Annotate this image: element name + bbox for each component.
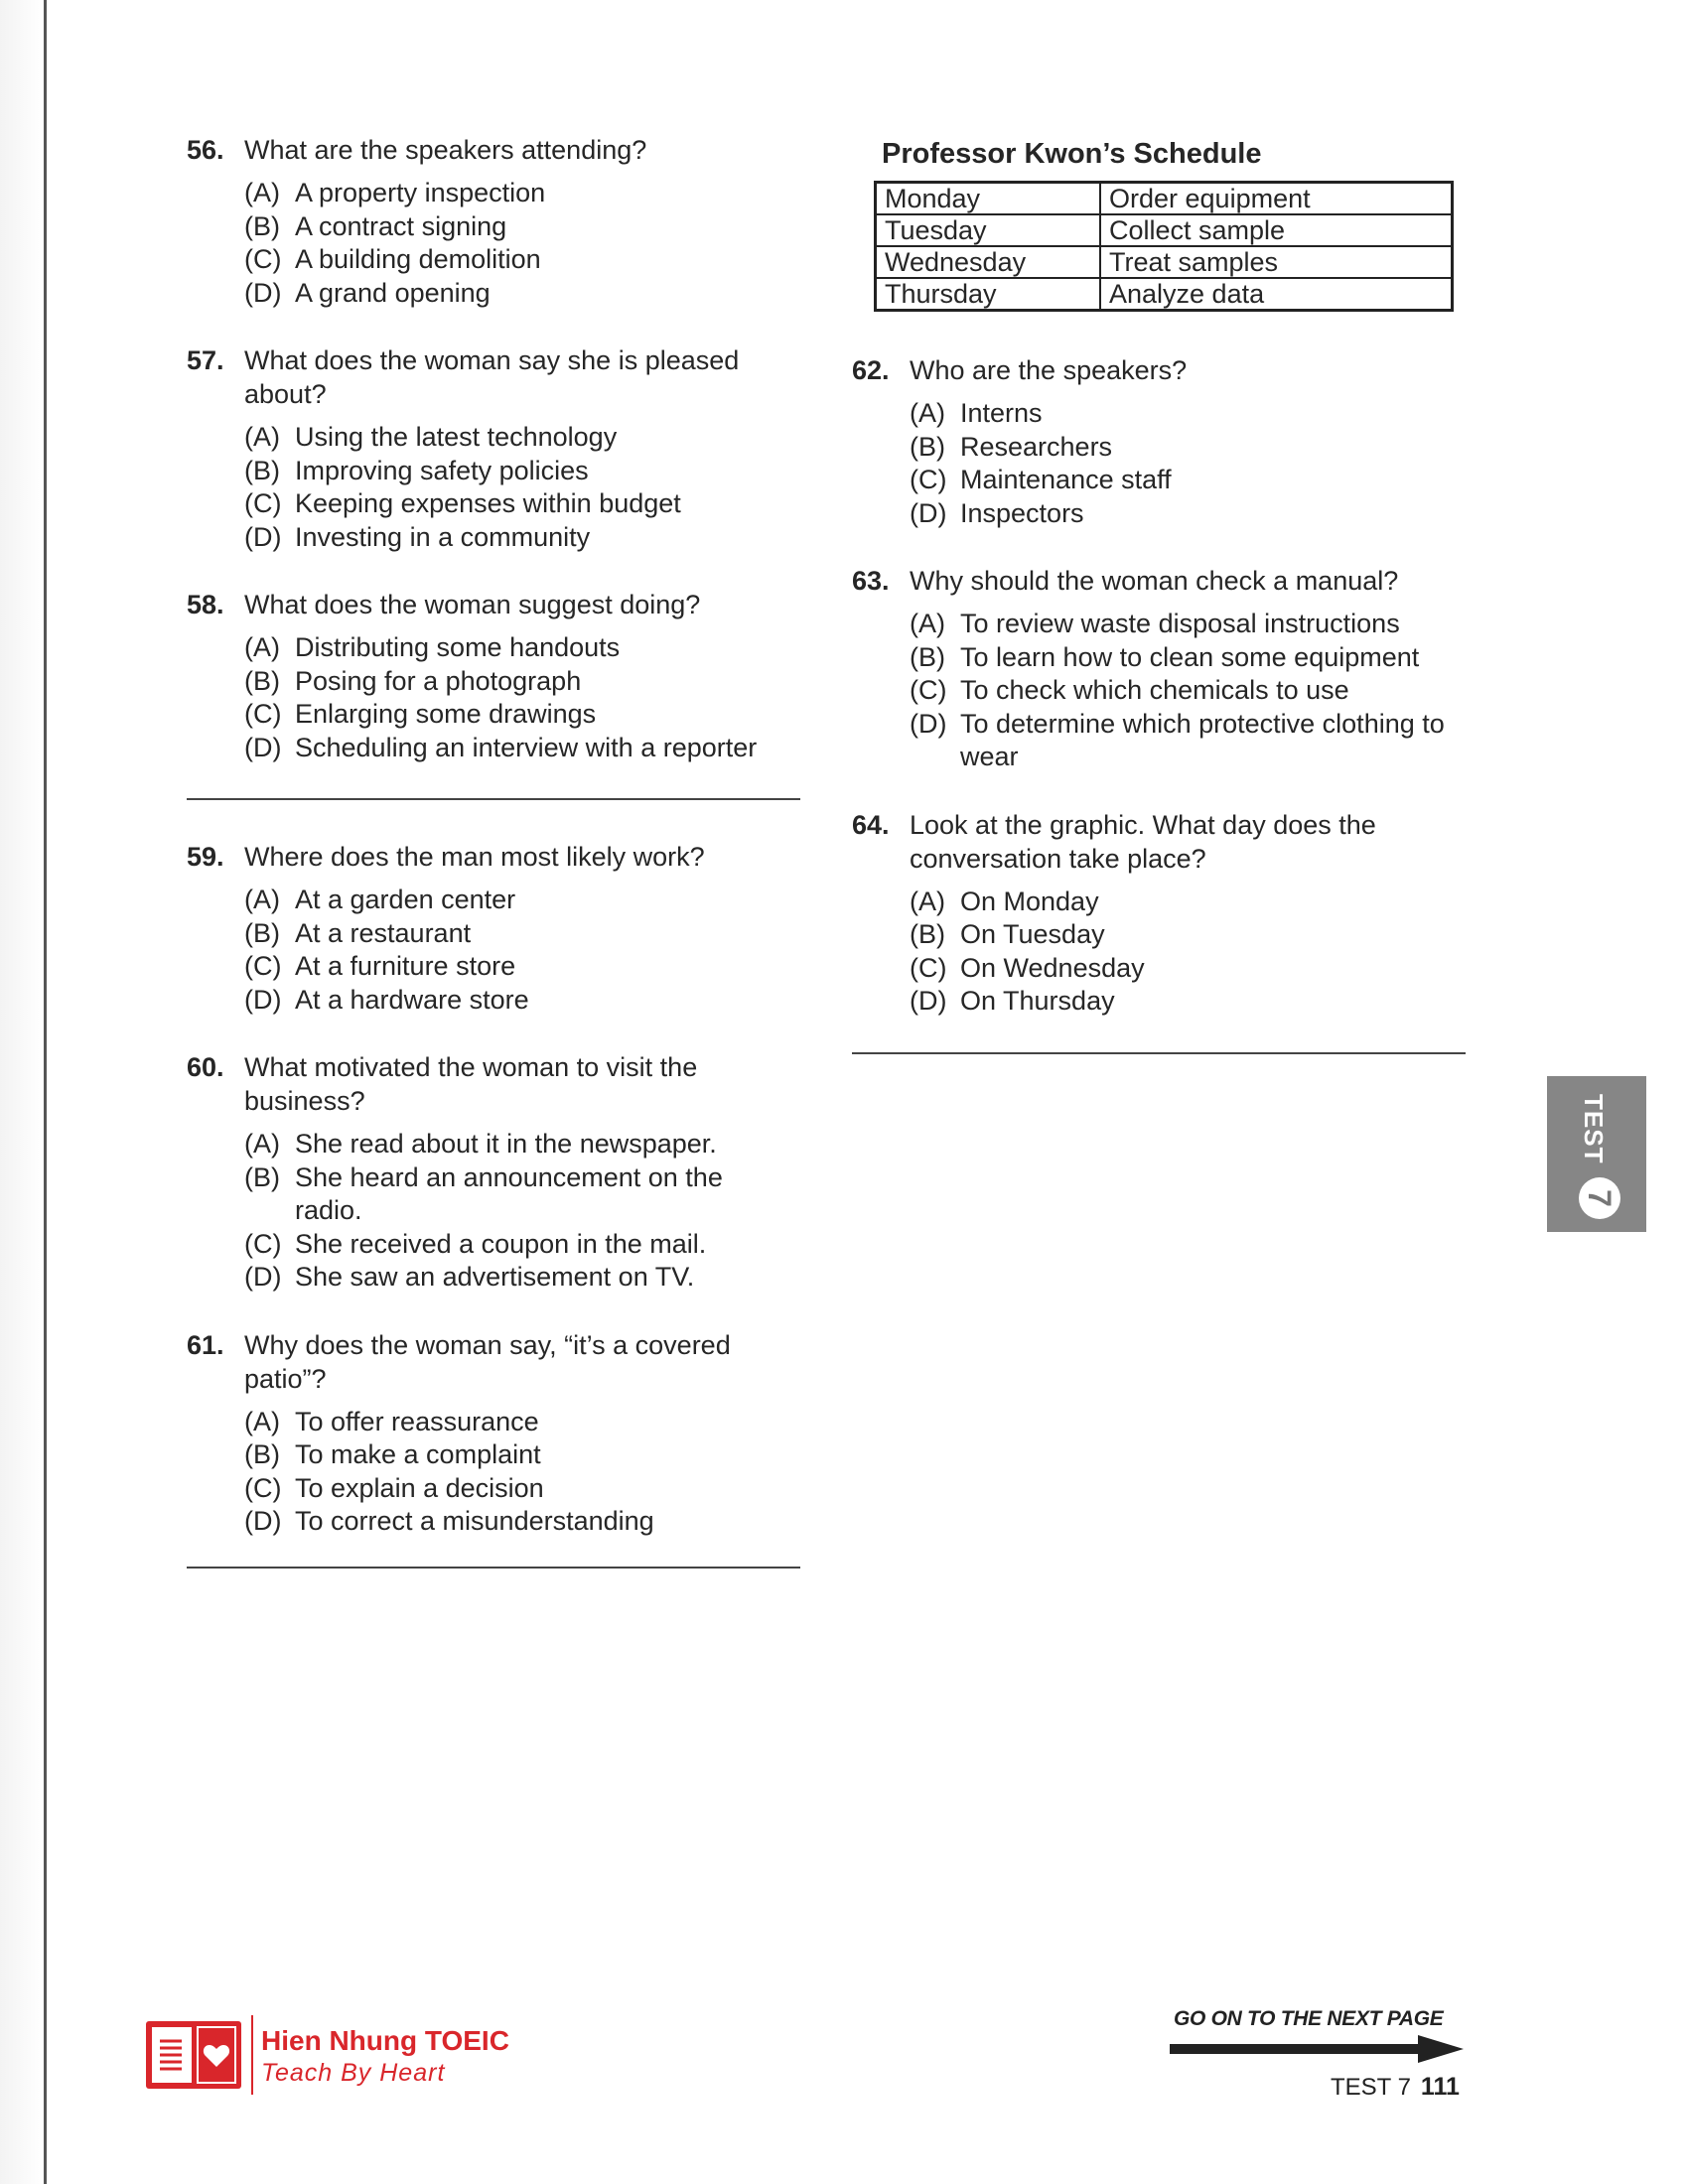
answer-options (910, 397, 1468, 530)
answer-option[interactable] (244, 177, 802, 210)
answer-options (244, 1128, 802, 1295)
option-text: She heard an announcement on the radio. (295, 1161, 723, 1225)
schedule-day: Wednesday (876, 246, 1101, 278)
option-text: Researchers (960, 431, 1113, 462)
option-text: A grand opening (295, 277, 491, 308)
question-text: What motivated the woman to visit the business? (244, 1052, 698, 1116)
option-text: At a garden center (295, 885, 516, 914)
answer-options (244, 884, 802, 1017)
test-tab-number (1579, 1177, 1620, 1219)
answer-option[interactable] (910, 918, 1468, 952)
question-text: Why does the woman say, “it’s a covered patio”? (244, 1329, 731, 1394)
option-text: Maintenance staff (960, 465, 1172, 494)
schedule-task: Analyze data (1100, 278, 1453, 311)
option-letter: (B) (244, 455, 280, 485)
option-letter: (C) (244, 244, 282, 274)
option-letter: (B) (244, 917, 280, 948)
question-64 (852, 808, 1468, 1019)
scan-shadow (0, 0, 44, 2184)
table-row (876, 183, 1453, 215)
option-letter: (B) (244, 210, 280, 241)
option-text: At a furniture store (295, 951, 516, 981)
answer-option[interactable] (244, 487, 802, 521)
test-tab-label: TEST (1579, 1094, 1609, 1164)
question-text: What are the speakers attending? (244, 135, 647, 165)
option-text: To correct a misunderstanding (295, 1506, 654, 1536)
option-letter: (B) (244, 1439, 280, 1469)
option-letter: (A) (244, 1406, 280, 1436)
next-page-label: GO ON TO THE NEXT PAGE (1174, 2007, 1444, 2030)
answer-option[interactable] (910, 497, 1468, 531)
schedule-title: Professor Kwon’s Schedule (882, 138, 1262, 170)
option-text: A building demolition (295, 244, 541, 274)
option-letter: (D) (244, 1506, 282, 1536)
page-footer (1331, 2073, 1460, 2102)
question-text: Why should the woman check a manual? (910, 566, 1399, 596)
logo-tagline: Teach By Heart (261, 2059, 446, 2087)
option-letter: (C) (244, 488, 282, 518)
arrow-right-icon (1170, 2035, 1468, 2063)
option-letter: (A) (244, 422, 280, 452)
option-letter: (D) (910, 986, 947, 1016)
next-page-indicator[interactable] (1170, 2005, 1468, 2065)
answer-option[interactable] (910, 886, 1468, 919)
option-text: She received a coupon in the mail. (295, 1228, 707, 1259)
question-number: 56. (187, 135, 224, 165)
question-57 (187, 343, 802, 554)
table-row (876, 214, 1453, 246)
option-text: Posing for a photograph (295, 665, 582, 696)
option-letter: (D) (244, 277, 282, 308)
option-text: On Monday (960, 886, 1099, 916)
option-text: On Wednesday (960, 952, 1145, 983)
book-heart-icon (144, 2015, 243, 2093)
answer-option[interactable] (244, 631, 802, 665)
brand-logo (144, 2015, 561, 2095)
answer-option[interactable] (244, 421, 802, 455)
answer-option[interactable] (910, 674, 1468, 708)
option-text: On Tuesday (960, 919, 1105, 949)
question-number: 60. (187, 1052, 224, 1082)
schedule-day: Tuesday (876, 214, 1101, 246)
answer-option[interactable] (244, 1128, 802, 1161)
option-text: Enlarging some drawings (295, 699, 597, 729)
option-text: On Thursday (960, 986, 1115, 1016)
question-61 (187, 1328, 802, 1539)
question-number: 64. (852, 809, 890, 840)
option-text: She saw an advertisement on TV. (295, 1262, 695, 1292)
option-letter: (D) (910, 497, 947, 528)
option-text: Distributing some handouts (295, 632, 621, 662)
option-text: Improving safety policies (295, 455, 589, 485)
answer-option[interactable] (244, 1406, 802, 1439)
option-letter: (A) (244, 178, 280, 207)
option-letter: (C) (244, 1228, 282, 1259)
option-letter: (A) (244, 632, 280, 662)
question-60 (187, 1050, 802, 1295)
option-letter: (D) (244, 521, 282, 552)
answer-option[interactable] (910, 708, 1468, 774)
answer-option[interactable] (244, 884, 802, 917)
question-63 (852, 564, 1468, 774)
question-number: 58. (187, 590, 224, 619)
option-text: Scheduling an interview with a reporter (295, 732, 758, 762)
option-text: Investing in a community (295, 521, 591, 552)
question-56 (187, 133, 802, 310)
option-letter: (D) (910, 708, 947, 739)
test-tab-number-text: 7 (1581, 1189, 1618, 1207)
option-letter: (D) (244, 732, 282, 762)
question-number: 62. (852, 355, 890, 385)
answer-options (244, 421, 802, 554)
question-62 (852, 353, 1468, 530)
option-letter: (A) (910, 609, 945, 638)
question-59 (187, 840, 802, 1017)
option-text: To learn how to clean some equipment (960, 641, 1420, 672)
answer-option[interactable] (244, 732, 802, 765)
option-text: Interns (960, 398, 1043, 428)
question-number: 61. (187, 1329, 224, 1360)
option-letter: (C) (244, 1472, 282, 1503)
answer-options (244, 631, 802, 764)
answer-option[interactable] (244, 917, 802, 951)
question-text: Look at the graphic. What day does the conversation take place? (910, 809, 1376, 874)
section-divider (187, 1567, 800, 1569)
option-text: Keeping expenses within budget (295, 488, 681, 518)
option-text: A contract signing (295, 210, 507, 241)
answer-option[interactable] (910, 608, 1468, 641)
answer-option[interactable] (910, 641, 1468, 675)
schedule-task: Order equipment (1100, 183, 1453, 215)
option-text: To make a complaint (295, 1439, 541, 1469)
option-letter: (C) (910, 675, 947, 705)
scan-edge (44, 0, 47, 2184)
answer-option[interactable] (910, 464, 1468, 497)
answer-option[interactable] (244, 277, 802, 311)
question-text: What does the woman say she is pleased about? (244, 345, 740, 409)
schedule-table (874, 181, 1454, 312)
answer-options (910, 608, 1468, 774)
option-letter: (A) (244, 885, 280, 914)
section-divider (852, 1052, 1466, 1054)
option-text: Inspectors (960, 497, 1084, 528)
answer-option[interactable] (244, 950, 802, 984)
question-number: 57. (187, 345, 224, 375)
answer-option[interactable] (244, 1161, 802, 1228)
page-number: 111 (1420, 2073, 1460, 2101)
option-text: At a restaurant (295, 917, 472, 948)
answer-option[interactable] (910, 431, 1468, 465)
option-letter: (D) (244, 984, 282, 1015)
answer-option[interactable] (244, 210, 802, 244)
question-text: Who are the speakers? (910, 355, 1188, 385)
option-letter: (A) (910, 886, 945, 916)
test-side-tab (1547, 1076, 1646, 1232)
answer-option[interactable] (244, 698, 802, 732)
answer-option[interactable] (910, 985, 1468, 1019)
logo-name: Hien Nhung TOEIC (261, 2025, 509, 2056)
option-letter: (B) (244, 665, 280, 696)
logo-divider (251, 2015, 253, 2095)
option-text: Using the latest technology (295, 422, 618, 452)
option-letter: (C) (244, 699, 282, 729)
option-text: At a hardware store (295, 984, 529, 1015)
answer-option[interactable] (244, 1261, 802, 1295)
schedule-day: Thursday (876, 278, 1101, 311)
left-column (187, 133, 802, 1569)
option-text: To explain a decision (295, 1472, 544, 1503)
option-text: To offer reassurance (295, 1406, 539, 1436)
option-letter: (B) (244, 1161, 280, 1192)
answer-option[interactable] (244, 984, 802, 1018)
question-text: What does the woman suggest doing? (244, 590, 701, 619)
table-row (876, 246, 1453, 278)
answer-option[interactable] (910, 952, 1468, 986)
answer-option[interactable] (244, 455, 802, 488)
answer-option[interactable] (244, 1505, 802, 1539)
answer-option[interactable] (910, 397, 1468, 431)
option-text: To determine which protective clothing to wear (960, 708, 1445, 771)
option-letter: (B) (910, 431, 945, 462)
question-58 (187, 588, 802, 764)
schedule-day: Monday (876, 183, 1101, 215)
table-row (876, 278, 1453, 311)
answer-option[interactable] (244, 665, 802, 699)
option-text: To check which chemicals to use (960, 675, 1349, 705)
footer-test-label: TEST 7 (1331, 2074, 1411, 2101)
option-text: A property inspection (295, 178, 546, 207)
answer-option[interactable] (244, 1472, 802, 1506)
answer-options (244, 1406, 802, 1539)
answer-options (244, 177, 802, 310)
option-letter: (A) (910, 398, 945, 428)
option-letter: (A) (244, 1129, 280, 1159)
question-number: 63. (852, 566, 890, 596)
option-text: To review waste disposal instructions (960, 609, 1400, 638)
option-letter: (C) (244, 951, 282, 981)
answer-options (910, 886, 1468, 1019)
answer-option[interactable] (244, 1438, 802, 1472)
schedule-task: Collect sample (1100, 214, 1453, 246)
answer-option[interactable] (244, 1228, 802, 1262)
option-letter: (C) (910, 952, 947, 983)
option-text: She read about it in the newspaper. (295, 1129, 717, 1159)
question-number: 59. (187, 842, 224, 872)
answer-option[interactable] (244, 243, 802, 277)
option-letter: (B) (910, 641, 945, 672)
right-column (852, 133, 1468, 1054)
schedule-task: Treat samples (1100, 246, 1453, 278)
section-divider (187, 798, 800, 800)
option-letter: (D) (244, 1262, 282, 1292)
answer-option[interactable] (244, 521, 802, 555)
question-text: Where does the man most likely work? (244, 842, 705, 872)
option-letter: (C) (910, 465, 947, 494)
option-letter: (B) (910, 919, 945, 949)
